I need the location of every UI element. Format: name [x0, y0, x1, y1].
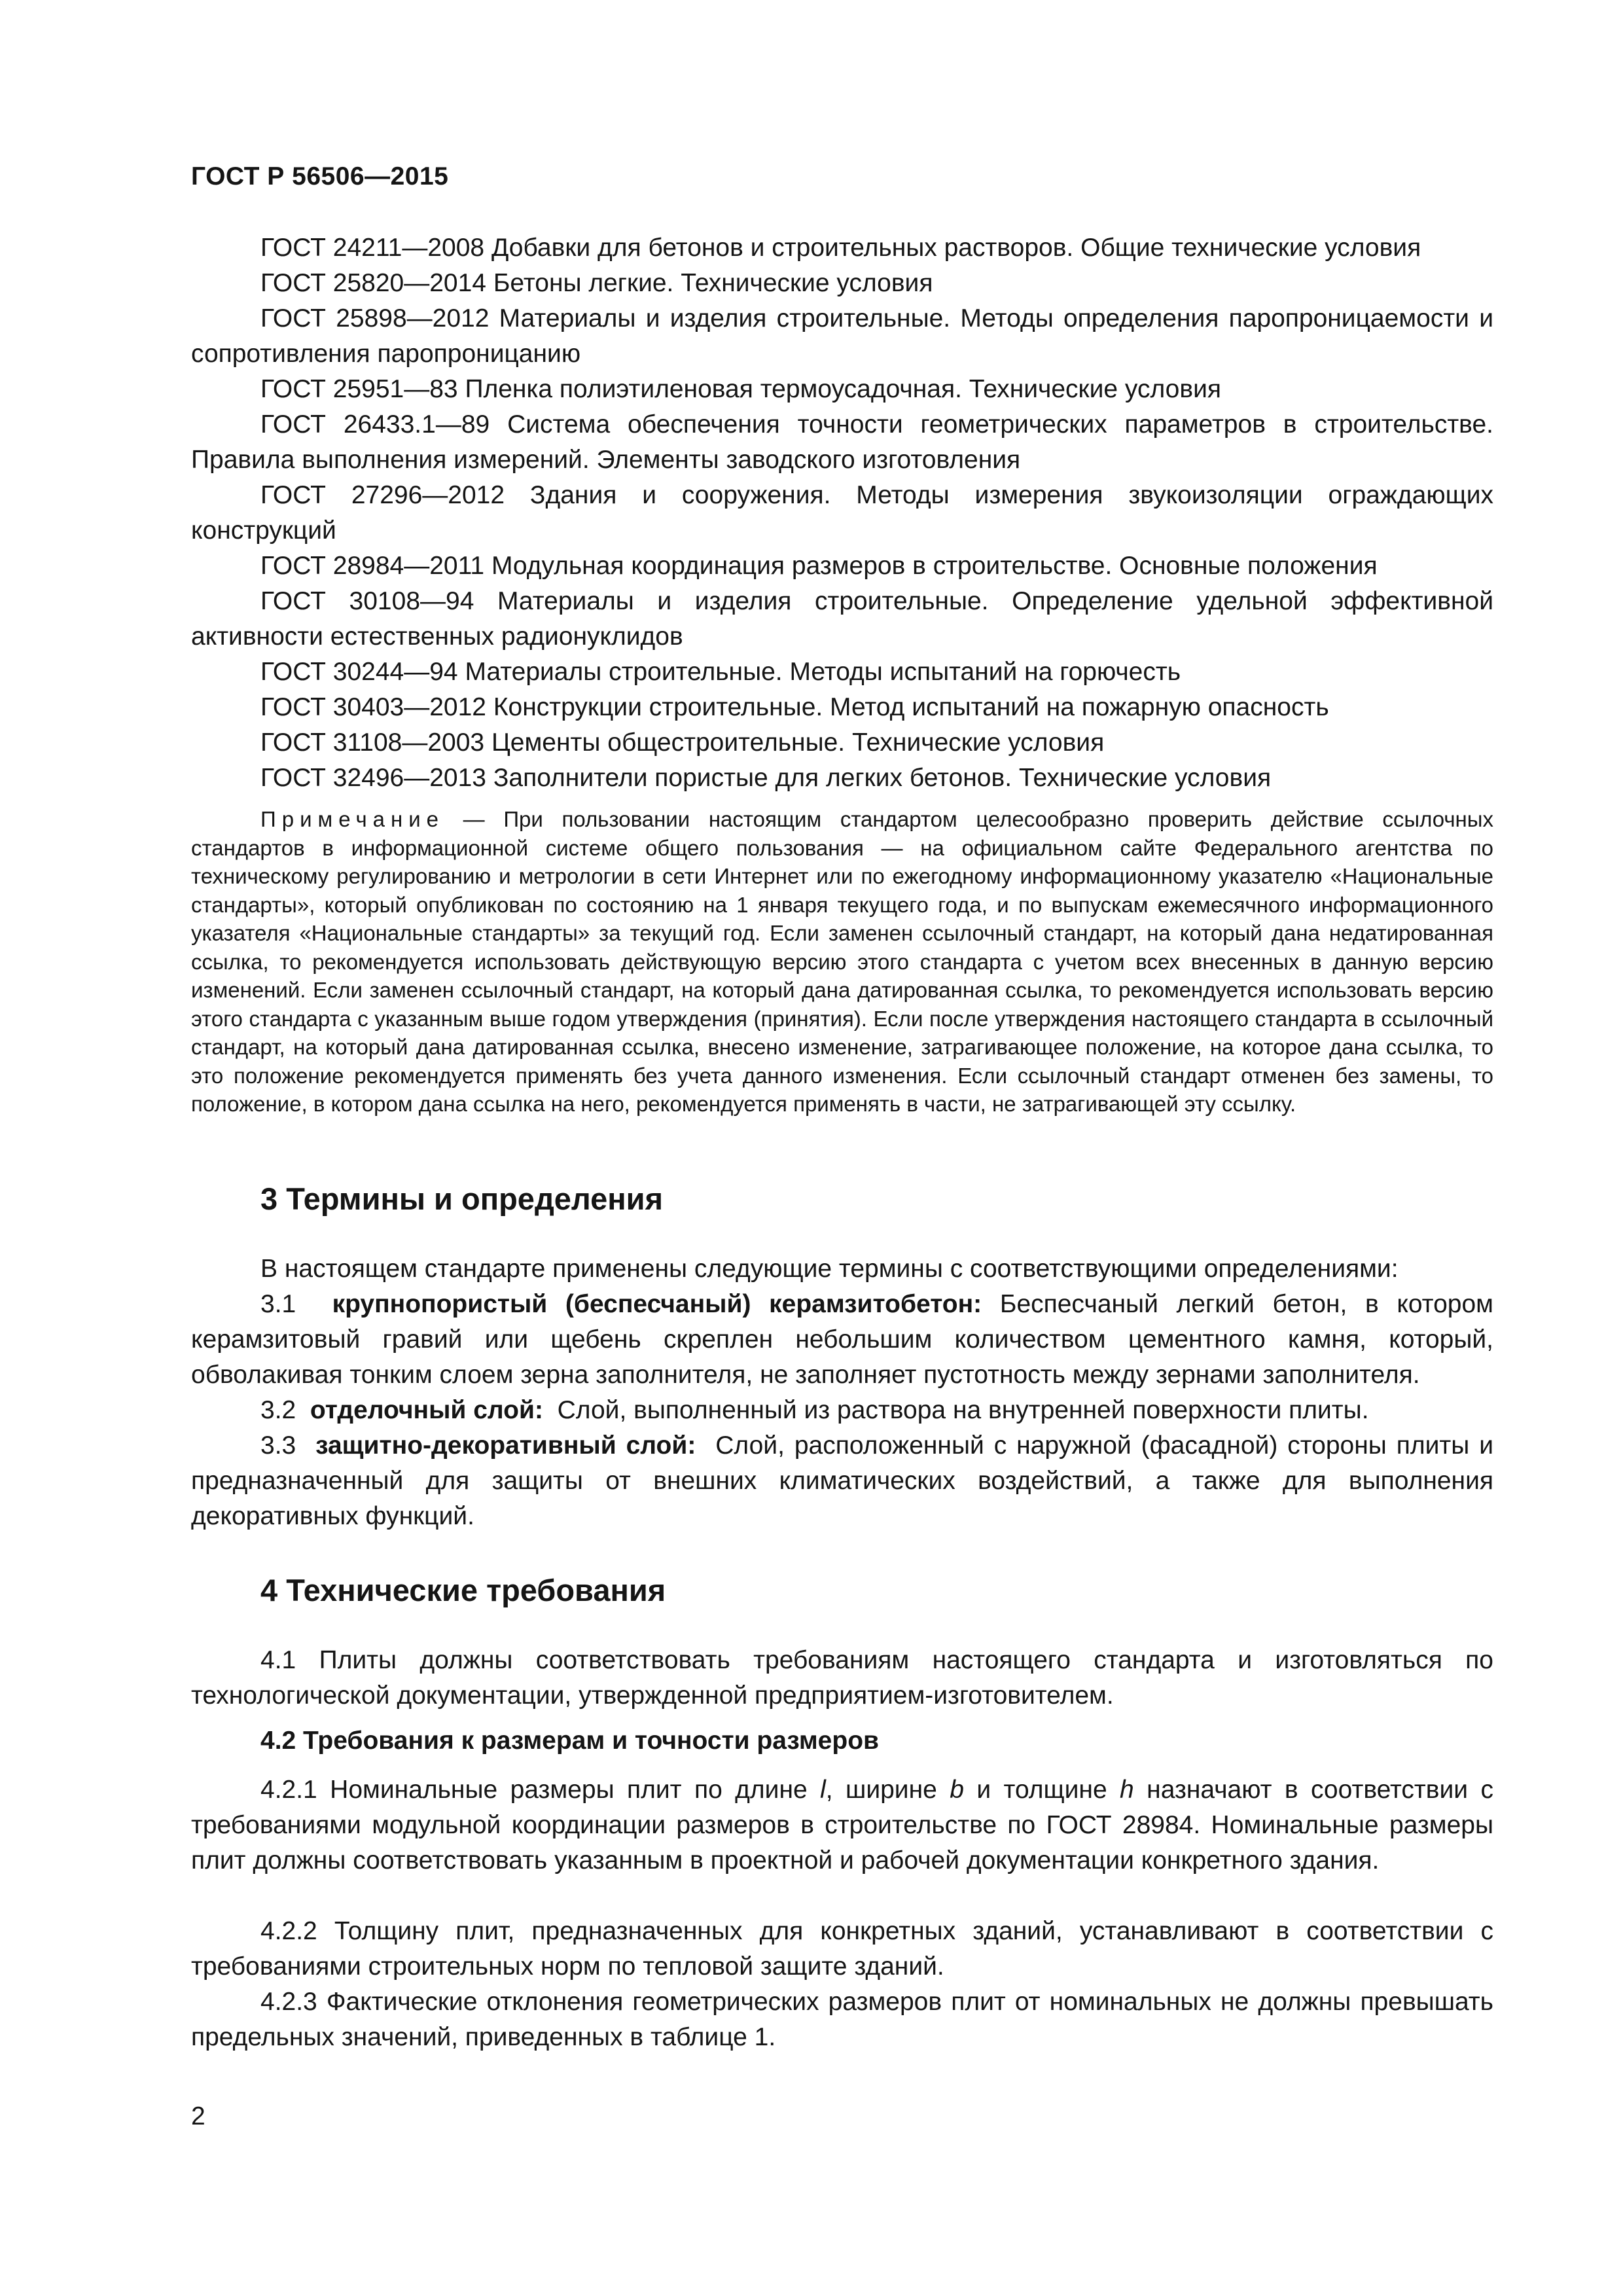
term-3-1 [191, 1287, 1493, 1393]
symbol-length: l [820, 1776, 826, 1804]
normative-references-list [191, 230, 1493, 796]
reference-item: ГОСТ 30244—94 Материалы строительные. Методы испытаний на горючесть [260, 658, 1181, 686]
document-header: ГОСТ Р 56506—2015 [191, 162, 449, 190]
term-number: 3.2 [260, 1396, 296, 1424]
section-3-title: 3 Термины и определения [260, 1181, 663, 1216]
note-paragraph [191, 805, 1493, 1119]
note-text: — При пользовании настоящим стандартом целесообразно проверить действие ссылочных стандартов в информационной системе общего пользования — на официальном сайте Федерального агентства по техническому регулированию и метрологии в сети Интернет или по ежегодному информационному указателю «Национальные стандарты», который опубликован по состоянию на 1 января текущего года, и по выпускам ежемесячного информационного указателя «Национальные стандарты» за текущий год. Если заменен ссылочный стандарт, на который дана недатированная ссылка, то рекомендуется использовать действующую версию этого стандарта с учетом всех внесенных в данную версию изменений. Если заменен ссылочный стандарт, на который дана датированная ссылка, то рекомендуется использовать версию этого стандарта с указанным выше годом утверждения (принятия). Если после утверждения настоящего стандарта в ссылочный стандарт, на который дана датированная ссылка, внесено изменение, затрагивающее положение, на которое дана ссылка, то это положение рекомендуется применять без учета данного изменения. Если ссылочный стандарт отменен без замены, то положение, в котором дана ссылка на него, рекомендуется применять в части, не затрагивающей эту ссылку. [191, 807, 1493, 1116]
term-definition: Слой, расположенный с наружной (фасадной) стороны плиты и предназначенный для защиты от внешних климатических воздействий, а также для выполнения декоративных функций. [191, 1431, 1494, 1530]
term-name: защитно-декоративный слой: [315, 1431, 696, 1460]
reference-item: ГОСТ 27296—2012 Здания и сооружения. Методы измерения звукоизоляции ограждающих конструкций [191, 481, 1493, 545]
reference-item: ГОСТ 25951—83 Пленка полиэтиленовая термоусадочная. Технические условия [260, 375, 1221, 403]
reference-item: ГОСТ 25820—2014 Бетоны легкие. Технические условия [260, 269, 933, 297]
reference-item: ГОСТ 32496—2013 Заполнители пористые для легких бетонов. Технические условия [260, 764, 1272, 792]
paragraph-4-1: 4.1 Плиты должны соответствовать требованиям настоящего стандарта и изготовляться по технологической документации, утвержденной предприятием-изготовителем. [191, 1646, 1493, 1710]
paragraph-text: назначают в соответствии с требованиями модульной координации размеров в строительстве по ГОСТ 28984. Номинальные размеры плит должны соответствовать указанным в проектной и рабочей документации конкретного здания. [191, 1776, 1493, 1874]
paragraph-text: и толщине [963, 1776, 1120, 1804]
paragraph-4-2-2: 4.2.2 Толщину плит, предназначенных для конкретных зданий, устанавливают в соответствии с требованиями строительных норм по тепловой защите зданий. [191, 1917, 1493, 1981]
term-number: 3.1 [260, 1290, 296, 1318]
note-label: Примечание [260, 807, 445, 831]
symbol-thickness: h [1120, 1776, 1134, 1804]
reference-item: ГОСТ 26433.1—89 Система обеспечения точности геометрических параметров в строительстве. Правила выполнения измерений. Элементы заводского изготовления [191, 410, 1493, 474]
paragraph-4-2-1 [191, 1772, 1493, 1878]
paragraph-4-2-3: 4.2.3 Фактические отклонения геометрических размеров плит от номинальных не должны превышать предельных значений, приведенных в таблице 1. [191, 1988, 1493, 2051]
section-4-title: 4 Технические требования [260, 1573, 666, 1607]
reference-item: ГОСТ 31108—2003 Цементы общестроительные. Технические условия [260, 728, 1105, 757]
paragraph-text: , ширине [825, 1776, 950, 1804]
page-number: 2 [191, 2102, 205, 2130]
reference-item: ГОСТ 30403—2012 Конструкции строительные. Метод испытаний на пожарную опасность [260, 693, 1329, 721]
reference-item: ГОСТ 28984—2011 Модульная координация размеров в строительстве. Основные положения [260, 552, 1378, 580]
symbol-width: b [950, 1776, 964, 1804]
reference-item: ГОСТ 25898—2012 Материалы и изделия строительные. Методы определения паропроницаемости и сопротивления паропроницанию [191, 304, 1493, 368]
paragraph-text: 4.2.1 Номинальные размеры плит по длине [260, 1776, 821, 1804]
term-name: отделочный слой: [310, 1396, 543, 1424]
term-3-2 [191, 1393, 1493, 1428]
term-definition: Беспесчаный легкий бетон, в котором керамзитовый гравий или щебень скреплен небольшим количеством цементного камня, который, обволакивая тонким слоем зерна заполнителя, не заполняет пустотность между зернами заполнителя. [191, 1290, 1493, 1389]
reference-item: ГОСТ 30108—94 Материалы и изделия строительные. Определение удельной эффективной активности естественных радионуклидов [191, 587, 1493, 651]
term-definition: Слой, выполненный из раствора на внутренней поверхности плиты. [557, 1396, 1369, 1424]
subsection-4-2-title: 4.2 Требования к размерам и точности размеров [260, 1727, 879, 1755]
term-name: крупнопористый (беспесчаный) керамзитобетон: [332, 1290, 982, 1318]
term-number: 3.3 [260, 1431, 296, 1460]
reference-item: ГОСТ 24211—2008 Добавки для бетонов и строительных растворов. Общие технические условия [260, 234, 1421, 262]
term-3-3 [191, 1428, 1493, 1534]
section-3-intro: В настоящем стандарте применены следующие термины с соответствующими определениями: [260, 1255, 1399, 1283]
